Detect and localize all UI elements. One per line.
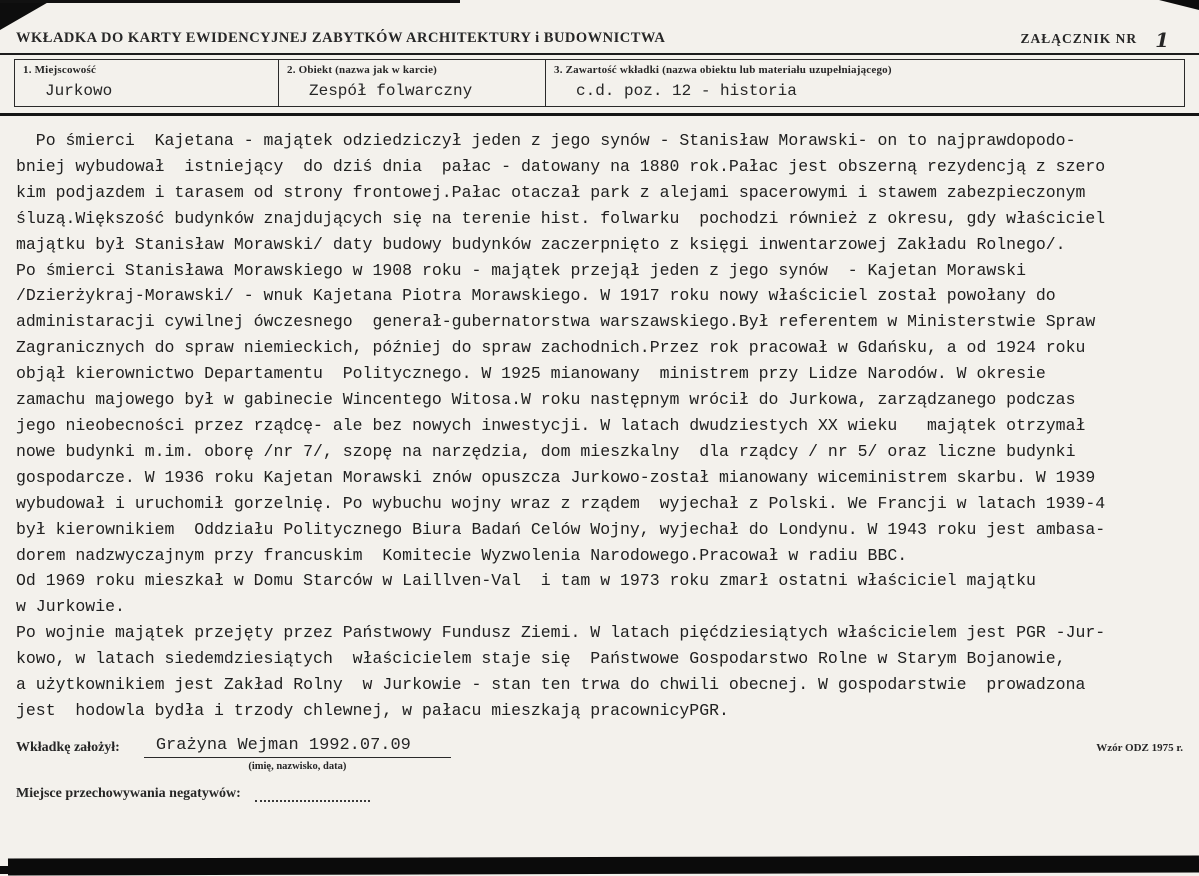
form-cell-locality (15, 60, 279, 106)
form-value-contents: c.d. poz. 12 - historia (576, 82, 797, 100)
form-cell-object (279, 60, 546, 106)
form-value-locality: Jurkowo (45, 82, 113, 100)
text-line: Po śmierci Stanisława Morawskiego w 1908 roku - majątek przejął jeden z jego synów - Kajetan Morawski (16, 260, 1026, 280)
text-line: Po wojnie majątek przejęty przez Państwowy Fundusz Ziemi. W latach pięćdziesiątych właścicielem jest PGR -Jur- (16, 623, 1106, 643)
founder-signature-block (144, 736, 451, 772)
text-line: kim podjazdem i tarasem od strony frontowej.Pałac otaczał park z alejami spacerowymi i stawem zabezpieczonym (16, 182, 1086, 202)
text-line: bniej wybudował istniejący do dziś dnia pałac - datowany na 1880 rok.Pałac jest obszerną rezydencją z szero (16, 156, 1106, 176)
text-line: objął kierownictwo Departamentu Politycznego. W 1925 mianowany ministrem przy Lidze Narodów. W okresie (16, 364, 1046, 384)
text-line: /Dzierżykraj-Morawski/ - wnuk Kajetana Piotra Morawskiego. W 1917 roku nowy właściciel został powołany do (16, 286, 1056, 306)
text-line: Od 1969 roku mieszkał w Domu Starców w Laillven-Val i tam w 1973 roku zmarł ostatni właściciel majątku (16, 571, 1036, 591)
founder-signature-value: Grażyna Wejman 1992.07.09 (144, 736, 451, 758)
typewritten-body-text (16, 128, 1199, 724)
form-code: Wzór ODZ 1975 r. (1096, 741, 1183, 754)
text-line: a użytkownikiem jest Zakład Rolny w Jurkowie - stan ten trwa do chwili obecnej. W gospodarstwie prowadzona (16, 675, 1086, 695)
scan-artifact-top-edge (0, 0, 460, 3)
form-label-locality: 1. Miejscowość (23, 64, 97, 76)
attachment-block (1020, 28, 1183, 52)
text-line: w Jurkowie. (16, 597, 125, 617)
text-line: gospodarcze. W 1936 roku Kajetan Morawski znów opuszcza Jurkowo-został mianowany wiceministrem skarbu. W 1939 (16, 467, 1096, 487)
negatives-label: Miejsce przechowywania negatywów: (16, 785, 241, 801)
text-line: administaracji cywilnej ówczesnego generał-gubernatorstwa warszawskiego.Był referentem w Ministerstwie Spraw (16, 312, 1096, 332)
text-line: śluzą.Większość budynków znajdujących się na terenie hist. folwarku pochodzi również z okresu, gdy właściciel (16, 208, 1106, 228)
document-header (0, 0, 1199, 53)
text-line: jego nieobecności przez rządcę- ale bez nowych inwestycji. W latach dwudziestych XX wieku majątek otrzymał (16, 415, 1086, 435)
table-bottom-divider (0, 113, 1199, 116)
text-line: nowe budynki m.im. oborę /nr 7/, szopę na narzędzia, dom mieszkalny dla rządcy / nr 5/ oraz liczne budynki (16, 441, 1076, 461)
text-line: dorem nadzwyczajnym przy francuskim Komitecie Wyzwolenia Narodowego.Pracował w radiu BBC. (16, 545, 908, 565)
attachment-label: ZAŁĄCZNIK NR (1020, 31, 1138, 46)
form-label-object: 2. Obiekt (nazwa jak w karcie) (287, 64, 438, 76)
form-table (14, 59, 1185, 107)
form-label-contents: 3. Zawartość wkładki (nazwa obiektu lub materiału uzupełniającego) (554, 64, 892, 76)
scan-artifact-bottom-bar (8, 855, 1199, 875)
text-line: wybudował i uruchomił gorzelnię. Po wybuchu wojny wraz z rządem wyjechał z Polski. We Francji w latach 1939-4 (16, 493, 1106, 513)
text-line: Zagranicznych do spraw niemieckich, później do spraw zachodnich.Przez rok pracował w Gdańsku, a od 1924 roku (16, 338, 1086, 358)
text-line: majątku był Stanisław Morawski/ daty budowy budynków zaczerpnięto z księgi inwentarzowej Zakładu Rolnego/. (16, 234, 1066, 254)
header-divider (0, 53, 1199, 55)
form-value-object: Zespół folwarczny (309, 82, 473, 100)
text-line: jest hodowla bydła i trzody chlewnej, w pałacu mieszkają pracownicyPGR. (16, 700, 729, 720)
text-line: był kierownikiem Oddziału Politycznego Biura Badań Celów Wojny, wyjechał do Londynu. W 1943 roku jest ambasa- (16, 519, 1106, 539)
document-title: WKŁADKA DO KARTY EWIDENCYJNEJ ZABYTKÓW ARCHITEKTURY i BUDOWNICTWA (16, 30, 666, 46)
negatives-row (16, 786, 1183, 802)
form-cell-contents (546, 60, 1184, 106)
negatives-dotted-line (255, 788, 370, 802)
founder-row (16, 736, 1183, 772)
attachment-number-handwritten: 1 (1155, 28, 1169, 52)
text-line: kowo, w latach siedemdziesiątych właścicielem staje się Państwowe Gospodarstwo Rolne w Starym Bojanowie, (16, 649, 1066, 669)
founder-signature-hint: (imię, nazwisko, data) (248, 760, 347, 772)
text-line: Po śmierci Kajetana - majątek odziedziczył jeden z jego synów - Stanisław Morawski- on to najprawdopodo- (16, 131, 1076, 150)
text-line: zamachu majowego był w gabinecie Wincentego Witosa.W roku następnym wrócił do Jurkowa, zarządzanego podczas (16, 390, 1076, 410)
founder-label: Wkładkę założył: (16, 739, 120, 755)
